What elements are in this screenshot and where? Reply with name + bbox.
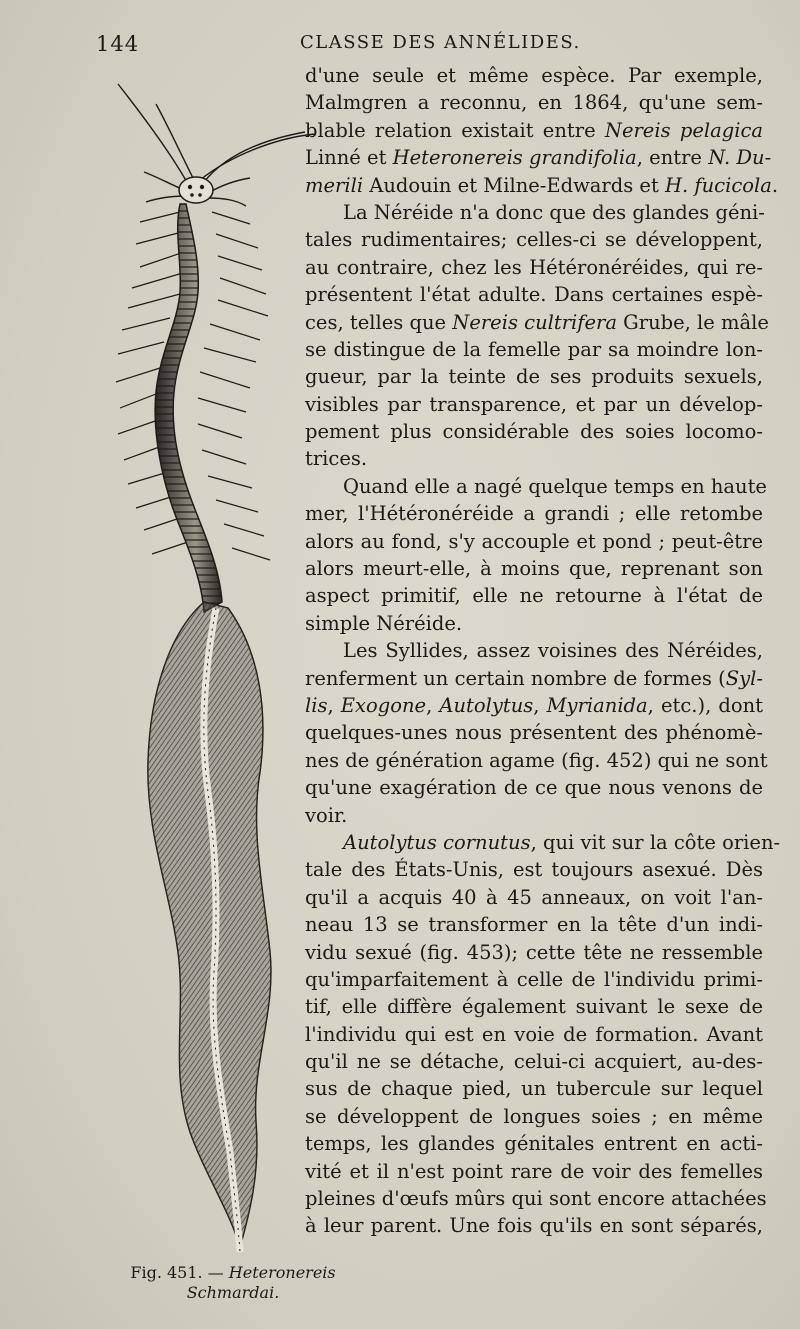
text-segment: tales rudimentaires; celles-ci se développent, xyxy=(305,228,763,252)
text-segment: Nereis cultrifera xyxy=(452,310,617,334)
text-line xyxy=(305,172,779,199)
text-segment: voir. xyxy=(305,803,348,827)
figure-caption xyxy=(118,1263,348,1303)
text-segment: N. Du- xyxy=(708,146,772,170)
text-line xyxy=(305,966,763,993)
text-segment: Audouin et Milne-Edwards et xyxy=(363,173,665,197)
text-segment: Linné et xyxy=(305,146,393,170)
text-segment: d'une seule et même espèce. Par exemple, xyxy=(305,64,763,87)
text-line xyxy=(305,418,763,445)
text-line xyxy=(305,1021,763,1048)
caption-prefix: Fig. 451. — xyxy=(130,1263,224,1282)
text-segment: Les Syllides, assez voisines des Néréides, xyxy=(343,639,763,663)
text-segment: alors au fond, s'y accouple et pond ; peut-être xyxy=(305,529,763,553)
text-line xyxy=(305,445,763,472)
text-segment: Syl- xyxy=(725,666,763,690)
text-segment: lis xyxy=(305,693,328,717)
text-line xyxy=(305,993,763,1020)
text-segment: alors meurt-elle, à moins que, reprenant son xyxy=(305,557,763,581)
text-line xyxy=(305,473,767,500)
text-line xyxy=(305,309,769,336)
text-segment: Autolytus xyxy=(439,693,534,717)
text-line xyxy=(305,829,781,856)
text-segment: qu'il ne se détache, celui-ci acquiert, au-des- xyxy=(305,1050,763,1074)
text-segment: merili xyxy=(305,173,364,197)
text-segment: renferment un certain nombre de formes ( xyxy=(305,666,726,690)
text-line xyxy=(305,62,763,89)
text-segment: pleines d'œufs mûrs qui sont encore attachées xyxy=(305,1187,767,1211)
text-segment: se développent de longues soies ; en même xyxy=(305,1104,763,1128)
text-segment: trices. xyxy=(305,447,368,471)
text-segment: visibles par transparence, et par un dévelop- xyxy=(305,392,763,416)
text-segment: temps, les glandes génitales entrent en acti- xyxy=(305,1132,763,1156)
text-segment: qu'imparfaitement à celle de l'individu primi- xyxy=(305,967,763,991)
text-line xyxy=(305,582,763,609)
text-segment: , xyxy=(327,693,341,717)
text-line xyxy=(305,391,763,418)
text-line xyxy=(305,254,763,281)
text-line xyxy=(305,500,763,527)
text-segment: Malmgren a reconnu, en 1864, qu'une sem- xyxy=(305,91,763,115)
text-segment: simple Néréide. xyxy=(305,611,463,635)
text-segment: , xyxy=(426,693,440,717)
heteronereis-worm-illustration xyxy=(100,72,330,1262)
text-line xyxy=(305,856,763,883)
text-segment: nes de génération agame (fig. 452) qui ne sont xyxy=(305,748,768,772)
text-segment: à leur parent. Une fois qu'ils en sont séparés, xyxy=(305,1214,763,1238)
text-line xyxy=(305,1103,763,1130)
text-line xyxy=(305,719,763,746)
text-line xyxy=(305,1185,767,1212)
text-line xyxy=(305,199,763,226)
text-line xyxy=(305,336,763,363)
text-segment: qu'il a acquis 40 à 45 anneaux, on voit l'an- xyxy=(305,885,763,909)
text-segment: , entre xyxy=(636,146,709,170)
text-segment: Heteronereis grandifolia xyxy=(392,146,637,170)
text-line xyxy=(305,1130,763,1157)
text-line xyxy=(305,1212,763,1239)
text-segment: pement plus considérable des soies locomo- xyxy=(305,420,763,444)
text-line xyxy=(305,1075,763,1102)
text-segment: La Néréide n'a donc que des glandes géni- xyxy=(343,200,765,224)
text-line xyxy=(305,117,763,144)
text-segment: , xyxy=(533,693,547,717)
text-segment: vité et il n'est point rare de voir des femelles xyxy=(305,1159,763,1183)
text-line xyxy=(305,1048,763,1075)
text-segment: quelques-unes nous présentent des phénomè- xyxy=(305,721,763,745)
page-number: 144 xyxy=(96,32,140,56)
text-segment: , qui vit sur la côte orien- xyxy=(530,830,781,854)
running-head: CLASSE DES ANNÉLIDES. xyxy=(300,32,581,53)
text-segment: mer, l'Hétéronéréide a grandi ; elle retombe xyxy=(305,502,763,526)
text-segment: neau 13 se transformer en la tête d'un indi- xyxy=(305,913,763,937)
text-segment: tif, elle diffère également suivant le sexe de xyxy=(305,995,763,1019)
text-line xyxy=(305,692,763,719)
text-line xyxy=(305,528,763,555)
text-line xyxy=(305,226,763,253)
text-segment: ces, telles que xyxy=(305,310,453,334)
text-segment: l'individu qui est en voie de formation. Avant xyxy=(305,1022,763,1046)
text-segment: Quand elle a nagé quelque temps en haute xyxy=(343,474,767,498)
text-segment: Nereis pelagica xyxy=(604,118,763,142)
text-segment: Grube, le mâle xyxy=(616,310,769,334)
worm-drawing-icon xyxy=(100,72,330,1262)
text-segment: gueur, par la teinte de ses produits sexuels, xyxy=(305,365,763,389)
text-segment: Myrianida xyxy=(546,693,648,717)
text-line xyxy=(305,747,768,774)
text-line xyxy=(305,555,763,582)
text-segment: , etc.), dont xyxy=(647,693,763,717)
text-segment: vidu sexué (fig. 453); cette tête ne ressemble xyxy=(305,940,763,964)
text-segment: H. fucicola xyxy=(665,173,772,197)
text-line xyxy=(305,89,763,116)
body-text xyxy=(305,62,781,1240)
text-segment: aspect primitif, elle ne retourne à l'état de xyxy=(305,584,763,608)
caption-species-line2: Schmardai. xyxy=(186,1283,280,1302)
caption-species-line1: Heteronereis xyxy=(228,1263,336,1282)
text-line xyxy=(305,1158,763,1185)
text-line xyxy=(305,911,763,938)
text-segment: blable relation existait entre xyxy=(305,118,605,142)
text-segment: Exogone xyxy=(340,693,427,717)
text-segment: tale des États-Unis, est toujours asexué. Dès xyxy=(305,858,763,882)
text-segment: se distingue de la femelle par sa moindre lon- xyxy=(305,337,763,361)
text-segment: Autolytus cornutus xyxy=(343,830,531,854)
text-segment: présentent l'état adulte. Dans certaines espè- xyxy=(305,283,763,307)
page-header xyxy=(0,28,800,60)
text-line xyxy=(305,281,763,308)
text-line xyxy=(305,939,763,966)
text-line xyxy=(305,363,763,390)
text-segment: sus de chaque pied, un tubercule sur lequel xyxy=(305,1077,763,1101)
text-line xyxy=(305,610,763,637)
text-line xyxy=(305,637,763,664)
text-line xyxy=(305,884,763,911)
text-line xyxy=(305,144,772,171)
text-line xyxy=(305,802,763,829)
text-line xyxy=(305,665,763,692)
text-line xyxy=(305,774,763,801)
text-segment: . xyxy=(771,173,779,197)
text-segment: au contraire, chez les Hétéronéréides, qui re- xyxy=(305,255,763,279)
text-segment: qu'une exagération de ce que nous venons de xyxy=(305,776,763,800)
